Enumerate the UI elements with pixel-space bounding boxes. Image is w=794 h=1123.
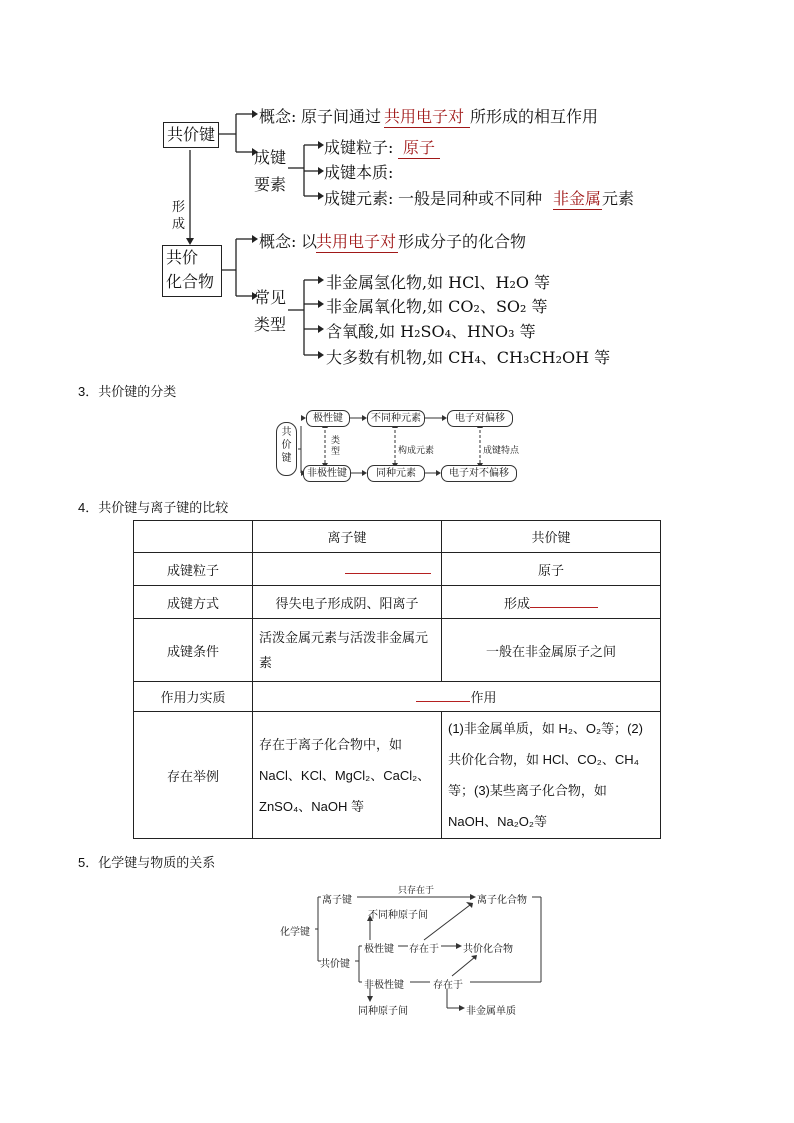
particle-label: 成键粒子: xyxy=(324,138,394,157)
polar-label: 极性键 xyxy=(364,944,394,955)
covalent-label: 共价键 xyxy=(320,959,350,970)
nonpolar-label: 非极性键 xyxy=(364,980,404,991)
covalent-bond-box: 共价键 xyxy=(163,122,219,148)
form-char1: 形 xyxy=(172,200,186,215)
row-label: 成键条件 xyxy=(134,619,253,682)
nature-post: 作用 xyxy=(470,690,497,705)
row-label: 存在举例 xyxy=(134,712,253,839)
concept-pre: 原子间通过 xyxy=(301,107,382,126)
section5-heading: 5．化学键与物质的关系 xyxy=(78,855,216,870)
between-diff-label: 不同种原子间 xyxy=(368,910,428,921)
table-cell: 一般在非金属原子之间 xyxy=(442,619,661,682)
concept2-post: 形成分子的化合物 xyxy=(398,232,527,251)
types-line2: 类型 xyxy=(254,315,287,334)
chem-bond-label: 化学键 xyxy=(280,927,310,938)
concept2-pre: 以 xyxy=(301,232,318,251)
table-header-cell: 离子键 xyxy=(253,521,442,553)
table-cell: 原子 xyxy=(442,553,661,586)
concept-post: 所形成的相互作用 xyxy=(470,107,599,126)
classify-covalent-pill: 共价键 xyxy=(276,422,297,476)
same-elem-pill: 同种元素 xyxy=(367,465,425,482)
elements-line1: 成键 xyxy=(254,148,287,167)
exists-in-b-label: 存在于 xyxy=(433,980,463,991)
method-cov-pre: 形成 xyxy=(503,595,530,611)
type-3: 含氧酸,如 H₂SO₄、HNO₃ 等 xyxy=(326,322,536,341)
feature-label: 成键特点 xyxy=(483,446,520,456)
table-header-cell: 共价键 xyxy=(442,521,661,553)
compound-line2: 化合物 xyxy=(166,272,215,291)
type-label: 类型 xyxy=(331,436,341,457)
type-1: 非金属氢化物,如 HCl、H₂O 等 xyxy=(326,273,551,292)
element-label: 成键元素: xyxy=(324,189,394,208)
diff-elem-pill: 不同种元素 xyxy=(367,410,425,427)
table-cell: 活泼金属元素与活泼非金属元素 xyxy=(253,619,442,682)
between-same-label: 同种原子间 xyxy=(358,1006,408,1017)
ionic-compound-label: 离子化合物 xyxy=(477,895,527,906)
type-4: 大多数有机物,如 CH₄、CH₃CH₂OH 等 xyxy=(326,348,611,367)
noshift-pill: 电子对不偏移 xyxy=(441,465,517,482)
ionic-bond-label: 离子键 xyxy=(322,895,352,906)
polar-pill: 极性键 xyxy=(306,410,350,427)
concept2-blank: 共用电子对 xyxy=(316,229,398,253)
row-label: 成键方式 xyxy=(134,586,253,619)
elements-line2: 要素 xyxy=(254,175,287,194)
types-line1: 常见 xyxy=(254,288,287,307)
nonpolar-pill: 非极性键 xyxy=(303,465,351,482)
element-post: 元素 xyxy=(602,189,635,208)
element-pre: 一般是同种或不同种 xyxy=(398,189,543,208)
type-2: 非金属氧化物,如 CO₂、SO₂ 等 xyxy=(326,297,548,316)
cov-compound-label: 共价化合物 xyxy=(463,944,513,955)
nonmetal-element-label: 非金属单质 xyxy=(466,1006,516,1017)
nature-label: 成键本质: xyxy=(324,163,394,182)
section4-heading: 4．共价键与离子键的比较 xyxy=(78,500,229,515)
table-cell: 存在于离子化合物中，如NaCl、KCl、MgCl₂、CaCl₂、ZnSO₄、NaOH 等 xyxy=(253,712,442,839)
row-label: 作用力实质 xyxy=(134,682,253,712)
table-cell: (1)非金属单质，如 H₂、O₂等；(2)共价化合物，如 HCl、CO₂、CH₄等；(3)某些离子化合物，如NaOH、Na₂O₂等 xyxy=(442,712,661,839)
form-char2: 成 xyxy=(172,217,186,232)
element-blank: 非金属 xyxy=(553,186,602,210)
particle-blank: 原子 xyxy=(398,135,440,159)
shift-pill: 电子对偏移 xyxy=(447,410,513,427)
concept-label: 概念: xyxy=(259,107,297,126)
only-in-label: 只存在于 xyxy=(398,886,435,896)
concept-blank: 共用电子对 xyxy=(384,104,470,128)
section3-heading: 3．共价键的分类 xyxy=(78,384,177,399)
composition-label: 构成元素 xyxy=(398,446,435,456)
exists-in-a-label: 存在于 xyxy=(409,944,439,955)
compound-line1: 共价 xyxy=(166,248,199,267)
concept2-label: 概念: xyxy=(259,232,297,251)
table-cell: 得失电子形成阴、阳离子 xyxy=(253,586,442,619)
row-label: 成键粒子 xyxy=(134,553,253,586)
